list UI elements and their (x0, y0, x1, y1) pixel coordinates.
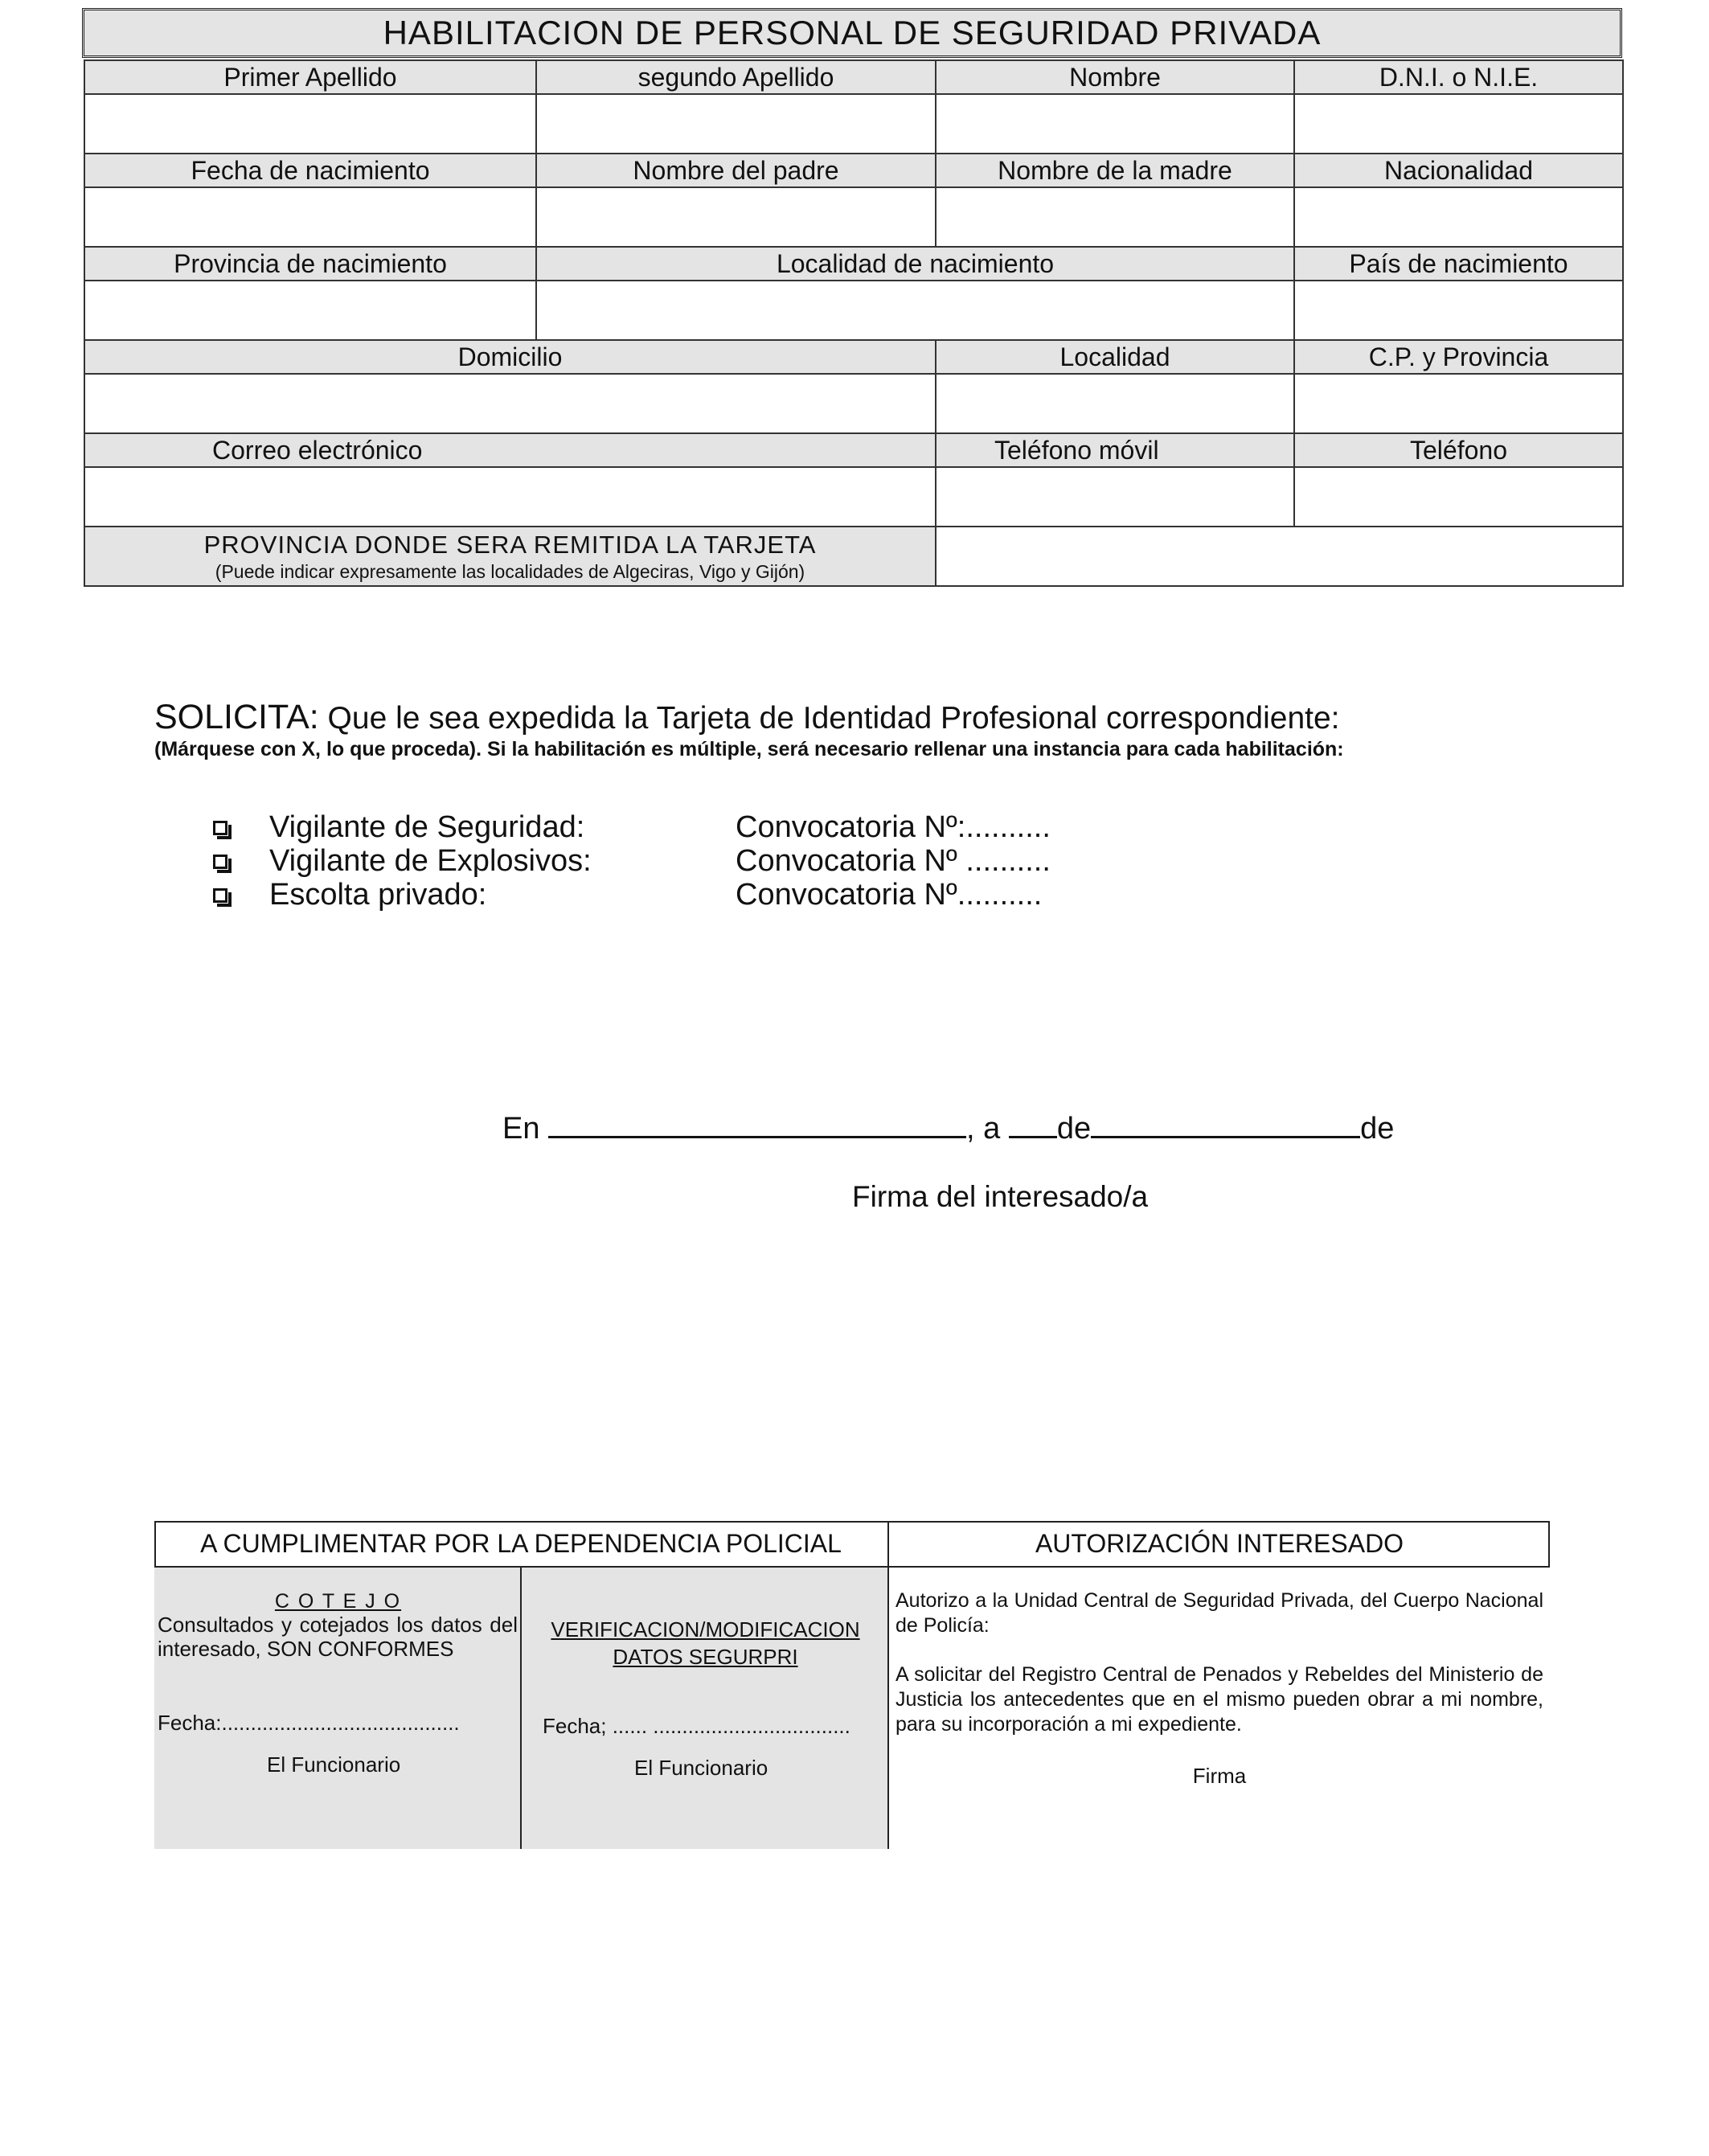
cotejo-funcionario: El Funcionario (267, 1752, 401, 1777)
verification-cell (522, 1568, 889, 1849)
request-note: (Márquese con X, lo que proceda). Si la habilitación es múltiple, será necesario rellenar una instancia para cada habilitación: (154, 738, 1344, 760)
verification-title: VERIFICACION/MODIFICACION DATOS SEGURPRI (551, 1617, 860, 1669)
month-blank[interactable] (1091, 1112, 1360, 1138)
header-dni: D.N.I. o N.I.E. (1294, 60, 1623, 94)
nombre-field[interactable] (936, 94, 1294, 154)
authorization-text-2: A solicitar del Registro Central de Penados y Rebeldes del Ministerio de Justicia los antecedentes que en el mismo pueden obrar a mi nombre, para su incorporación a mi expediente. (895, 1663, 1543, 1736)
primer-apellido-field[interactable] (84, 94, 536, 154)
convocatoria-label: Convocatoria Nº.......... (736, 878, 1043, 912)
provincia-nacimiento-field[interactable] (84, 281, 536, 340)
authorization-firma: Firma (1192, 1764, 1247, 1788)
verification-funcionario: El Funcionario (634, 1756, 768, 1780)
segundo-apellido-field[interactable] (536, 94, 936, 154)
province-label-cell (84, 527, 936, 586)
header-segundo-apellido: segundo Apellido (536, 60, 936, 94)
province-note: (Puede indicar expresamente las localidades de Algeciras, Vigo y Gijón) (215, 560, 805, 582)
header-telefono-movil: Teléfono móvil (936, 433, 1294, 467)
a-label: , a (966, 1112, 1001, 1146)
form-title: HABILITACION DE PERSONAL DE SEGURIDAD PRIVADA (82, 8, 1622, 58)
signature-label: Firma del interesado/a (852, 1180, 1149, 1213)
nombre-madre-field[interactable] (936, 187, 1294, 247)
header-telefono: Teléfono (1294, 433, 1623, 467)
header-correo: Correo electrónico (84, 433, 936, 467)
option-label: Vigilante de Seguridad: (269, 810, 585, 844)
header-localidad: Localidad (936, 340, 1294, 374)
pais-nacimiento-field[interactable] (1294, 281, 1623, 340)
verification-fecha: Fecha; ...... .................................. (543, 1714, 850, 1738)
checkbox-icon[interactable] (213, 821, 227, 835)
header-pais-nacimiento: País de nacimiento (1294, 247, 1623, 281)
fecha-nacimiento-field[interactable] (84, 187, 536, 247)
option-vigilante-seguridad[interactable] (213, 810, 584, 845)
header-provincia-nacimiento: Provincia de nacimiento (84, 247, 536, 281)
dni-field[interactable] (1294, 94, 1623, 154)
de-label: de (1360, 1112, 1395, 1146)
authorization-text-1: Autorizo a la Unidad Central de Seguridad Privada, del Cuerpo Nacional de Policía: (895, 1589, 1543, 1637)
checkbox-icon[interactable] (213, 888, 227, 903)
en-label: En (502, 1112, 540, 1146)
province-label: PROVINCIA DONDE SERA REMITIDA LA TARJETA (203, 530, 817, 559)
request-heading (154, 698, 1340, 737)
checkbox-icon[interactable] (213, 855, 227, 869)
option-vigilante-explosivos[interactable] (213, 844, 592, 879)
place-date-line (502, 1112, 1394, 1146)
cotejo-cell (154, 1568, 522, 1849)
localidad-nacimiento-field[interactable] (536, 281, 1294, 340)
localidad-field[interactable] (936, 374, 1294, 433)
nacionalidad-field[interactable] (1294, 187, 1623, 247)
header-localidad-nacimiento: Localidad de nacimiento (536, 247, 1294, 281)
cotejo-text: Consultados y cotejados los datos del interesado, SON CONFORMES (158, 1613, 518, 1661)
cotejo-fecha: Fecha:......................................... (158, 1711, 460, 1735)
place-blank[interactable] (548, 1112, 966, 1138)
request-lead: SOLICITA: (154, 698, 319, 736)
domicilio-field[interactable] (84, 374, 936, 433)
nombre-padre-field[interactable] (536, 187, 936, 247)
telefono-movil-field[interactable] (936, 467, 1294, 527)
telefono-field[interactable] (1294, 467, 1623, 527)
header-nacionalidad: Nacionalidad (1294, 154, 1623, 187)
header-nombre-madre: Nombre de la madre (936, 154, 1294, 187)
cotejo-title: C O T E J O (274, 1590, 402, 1613)
header-primer-apellido: Primer Apellido (84, 60, 536, 94)
correo-field[interactable] (84, 467, 936, 527)
header-fecha-nacimiento: Fecha de nacimiento (84, 154, 536, 187)
office-header: A CUMPLIMENTAR POR LA DEPENDENCIA POLICIAL (154, 1521, 889, 1568)
de-label: de (1056, 1112, 1092, 1146)
day-blank[interactable] (1009, 1112, 1057, 1138)
header-domicilio: Domicilio (84, 340, 936, 374)
option-label: Escolta privado: (269, 878, 487, 912)
convocatoria-label: Convocatoria Nº:.......... (736, 810, 1051, 844)
authorization-cell (889, 1568, 1550, 1849)
header-nombre: Nombre (936, 60, 1294, 94)
personal-data-table (84, 59, 1624, 587)
convocatoria-label: Convocatoria Nº .......... (736, 844, 1051, 878)
authorization-header: AUTORIZACIÓN INTERESADO (889, 1521, 1550, 1568)
option-escolta-privado[interactable] (213, 878, 486, 912)
request-text: Que le sea expedida la Tarjeta de Identidad Profesional correspondiente: (318, 701, 1340, 736)
header-nombre-padre: Nombre del padre (536, 154, 936, 187)
province-field[interactable] (936, 527, 1623, 586)
cp-provincia-field[interactable] (1294, 374, 1623, 433)
option-label: Vigilante de Explosivos: (269, 844, 592, 878)
header-cp-provincia: C.P. y Provincia (1294, 340, 1623, 374)
